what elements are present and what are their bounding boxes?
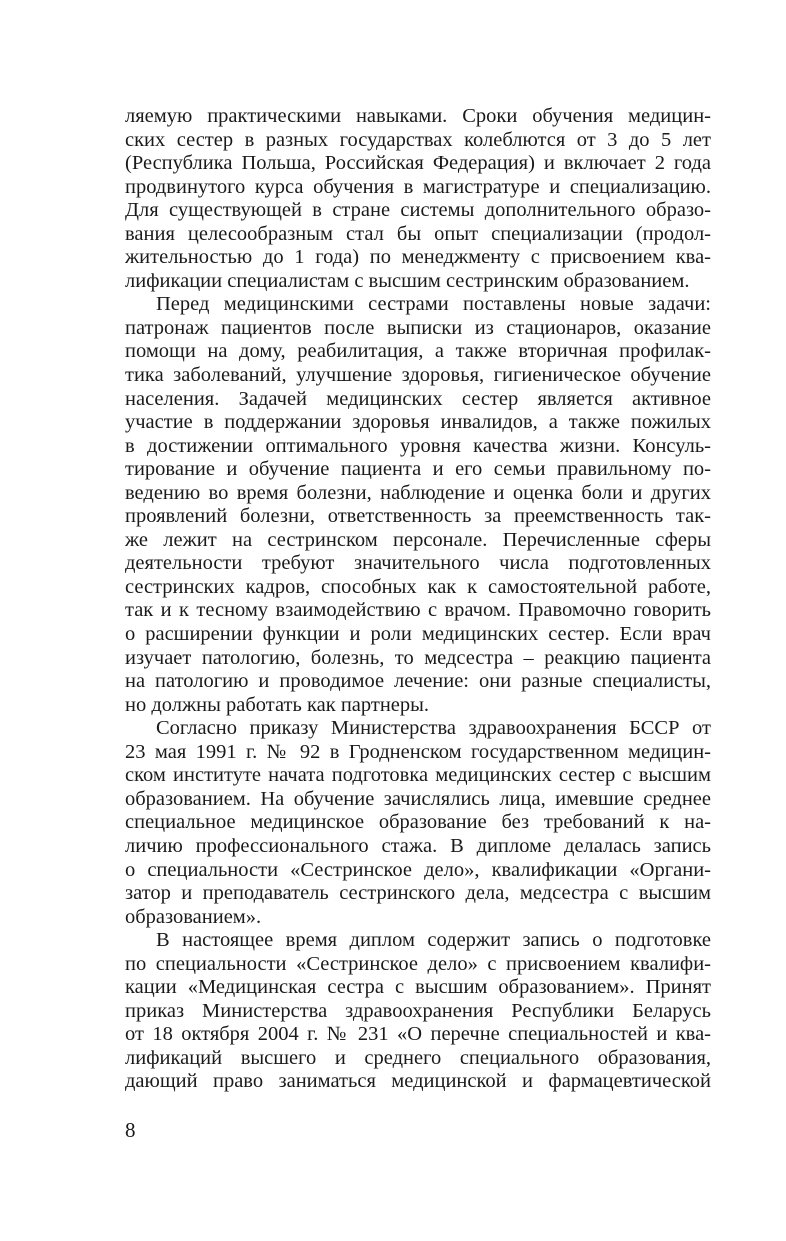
- text-line: В настоящее время диплом содержит запись о подготовке: [156, 929, 711, 952]
- text-line: о специальности «Сестринское дело», квалификации «Органи-: [125, 858, 711, 881]
- text-line: образованием».: [125, 905, 262, 928]
- text-line: помощи на дому, реабилитация, а также вторичная профилак-: [125, 340, 711, 363]
- text-line: в достижении оптимального уровня качества жизни. Консуль-: [125, 434, 711, 457]
- text-line: ском институте начата подготовка медицинских сестер с высшим: [125, 764, 711, 787]
- text-line: патронаж пациентов после выписки из стационаров, оказание: [125, 316, 711, 339]
- text-line: сестринских кадров, способных как к самостоятельной работе,: [125, 575, 711, 598]
- text-line: ведению во время болезни, наблюдение и оценка боли и других: [125, 481, 711, 504]
- text-line: (Республика Польша, Российская Федерация) и включает 2 года: [125, 152, 711, 175]
- text-line: приказ Министерства здравоохранения Республики Беларусь: [125, 999, 711, 1022]
- text-line: проявлений болезни, ответственность за преемственность так-: [125, 505, 711, 528]
- text-line: но должны работать как партнеры.: [125, 693, 430, 716]
- text-line: о расширении функции и роли медицинских сестер. Если врач: [125, 623, 711, 646]
- body-text: [125, 105, 711, 1094]
- text-line: от 18 октября 2004 г. № 231 «О перечне специальностей и ква-: [125, 1023, 711, 1046]
- text-line: так и к тесному взаимодействию с врачом. Правомочно говорить: [125, 599, 711, 622]
- text-line: лификаций высшего и среднего специального образования,: [125, 1046, 711, 1069]
- text-line: изучает патологию, болезнь, то медсестра – реакцию пациента: [125, 646, 711, 669]
- text-line: деятельности требуют значительного числа подготовленных: [125, 552, 711, 575]
- text-line: Перед медицинскими сестрами поставлены новые задачи:: [156, 293, 711, 316]
- text-line: личию профессионального стажа. В дипломе делалась запись: [125, 834, 711, 857]
- text-line: продвинутого курса обучения в магистратуре и специализацию.: [125, 175, 711, 198]
- text-line: ских сестер в разных государствах колеблются от 3 до 5 лет: [125, 128, 711, 151]
- text-line: же лежит на сестринском персонале. Перечисленные сферы: [125, 528, 711, 551]
- text-line: по специальности «Сестринское дело» с присвоением квалифи-: [125, 952, 711, 975]
- text-line: участие в поддержании здоровья инвалидов, а также пожилых: [125, 411, 711, 434]
- text-line: кации «Медицинская сестра с высшим образованием». Принят: [125, 976, 711, 999]
- page-number: 8: [125, 1118, 136, 1142]
- text-line: вания целесообразным стал бы опыт специализации (продол-: [125, 222, 711, 245]
- text-line: 23 мая 1991 г. № 92 в Гродненском государственном медицин-: [125, 740, 711, 763]
- text-line: лификации специалистам с высшим сестринским образованием.: [125, 269, 690, 292]
- text-line: тирование и обучение пациента и его семьи правильному по-: [125, 458, 711, 481]
- text-line: Согласно приказу Министерства здравоохранения БССР от: [156, 717, 711, 740]
- text-line: Для существующей в стране системы дополнительного образо-: [125, 199, 711, 222]
- text-line: образованием. На обучение зачислялись лица, имевшие среднее: [125, 787, 711, 810]
- text-line: на патологию и проводимое лечение: они разные специалисты,: [125, 670, 711, 693]
- text-line: ляемую практическими навыками. Сроки обучения медицин-: [125, 105, 711, 127]
- text-line: специальное медицинское образование без требований к на-: [125, 811, 711, 834]
- text-line: жительностью до 1 года) по менеджменту с присвоением ква-: [125, 246, 711, 269]
- text-line: тика заболеваний, улучшение здоровья, гигиеническое обучение: [125, 364, 711, 387]
- text-line: дающий право заниматься медицинской и фармацевтической: [125, 1070, 711, 1093]
- text-line: затор и преподаватель сестринского дела, медсестра с высшим: [125, 882, 711, 905]
- text-line: населения. Задачей медицинских сестер является активное: [125, 387, 711, 410]
